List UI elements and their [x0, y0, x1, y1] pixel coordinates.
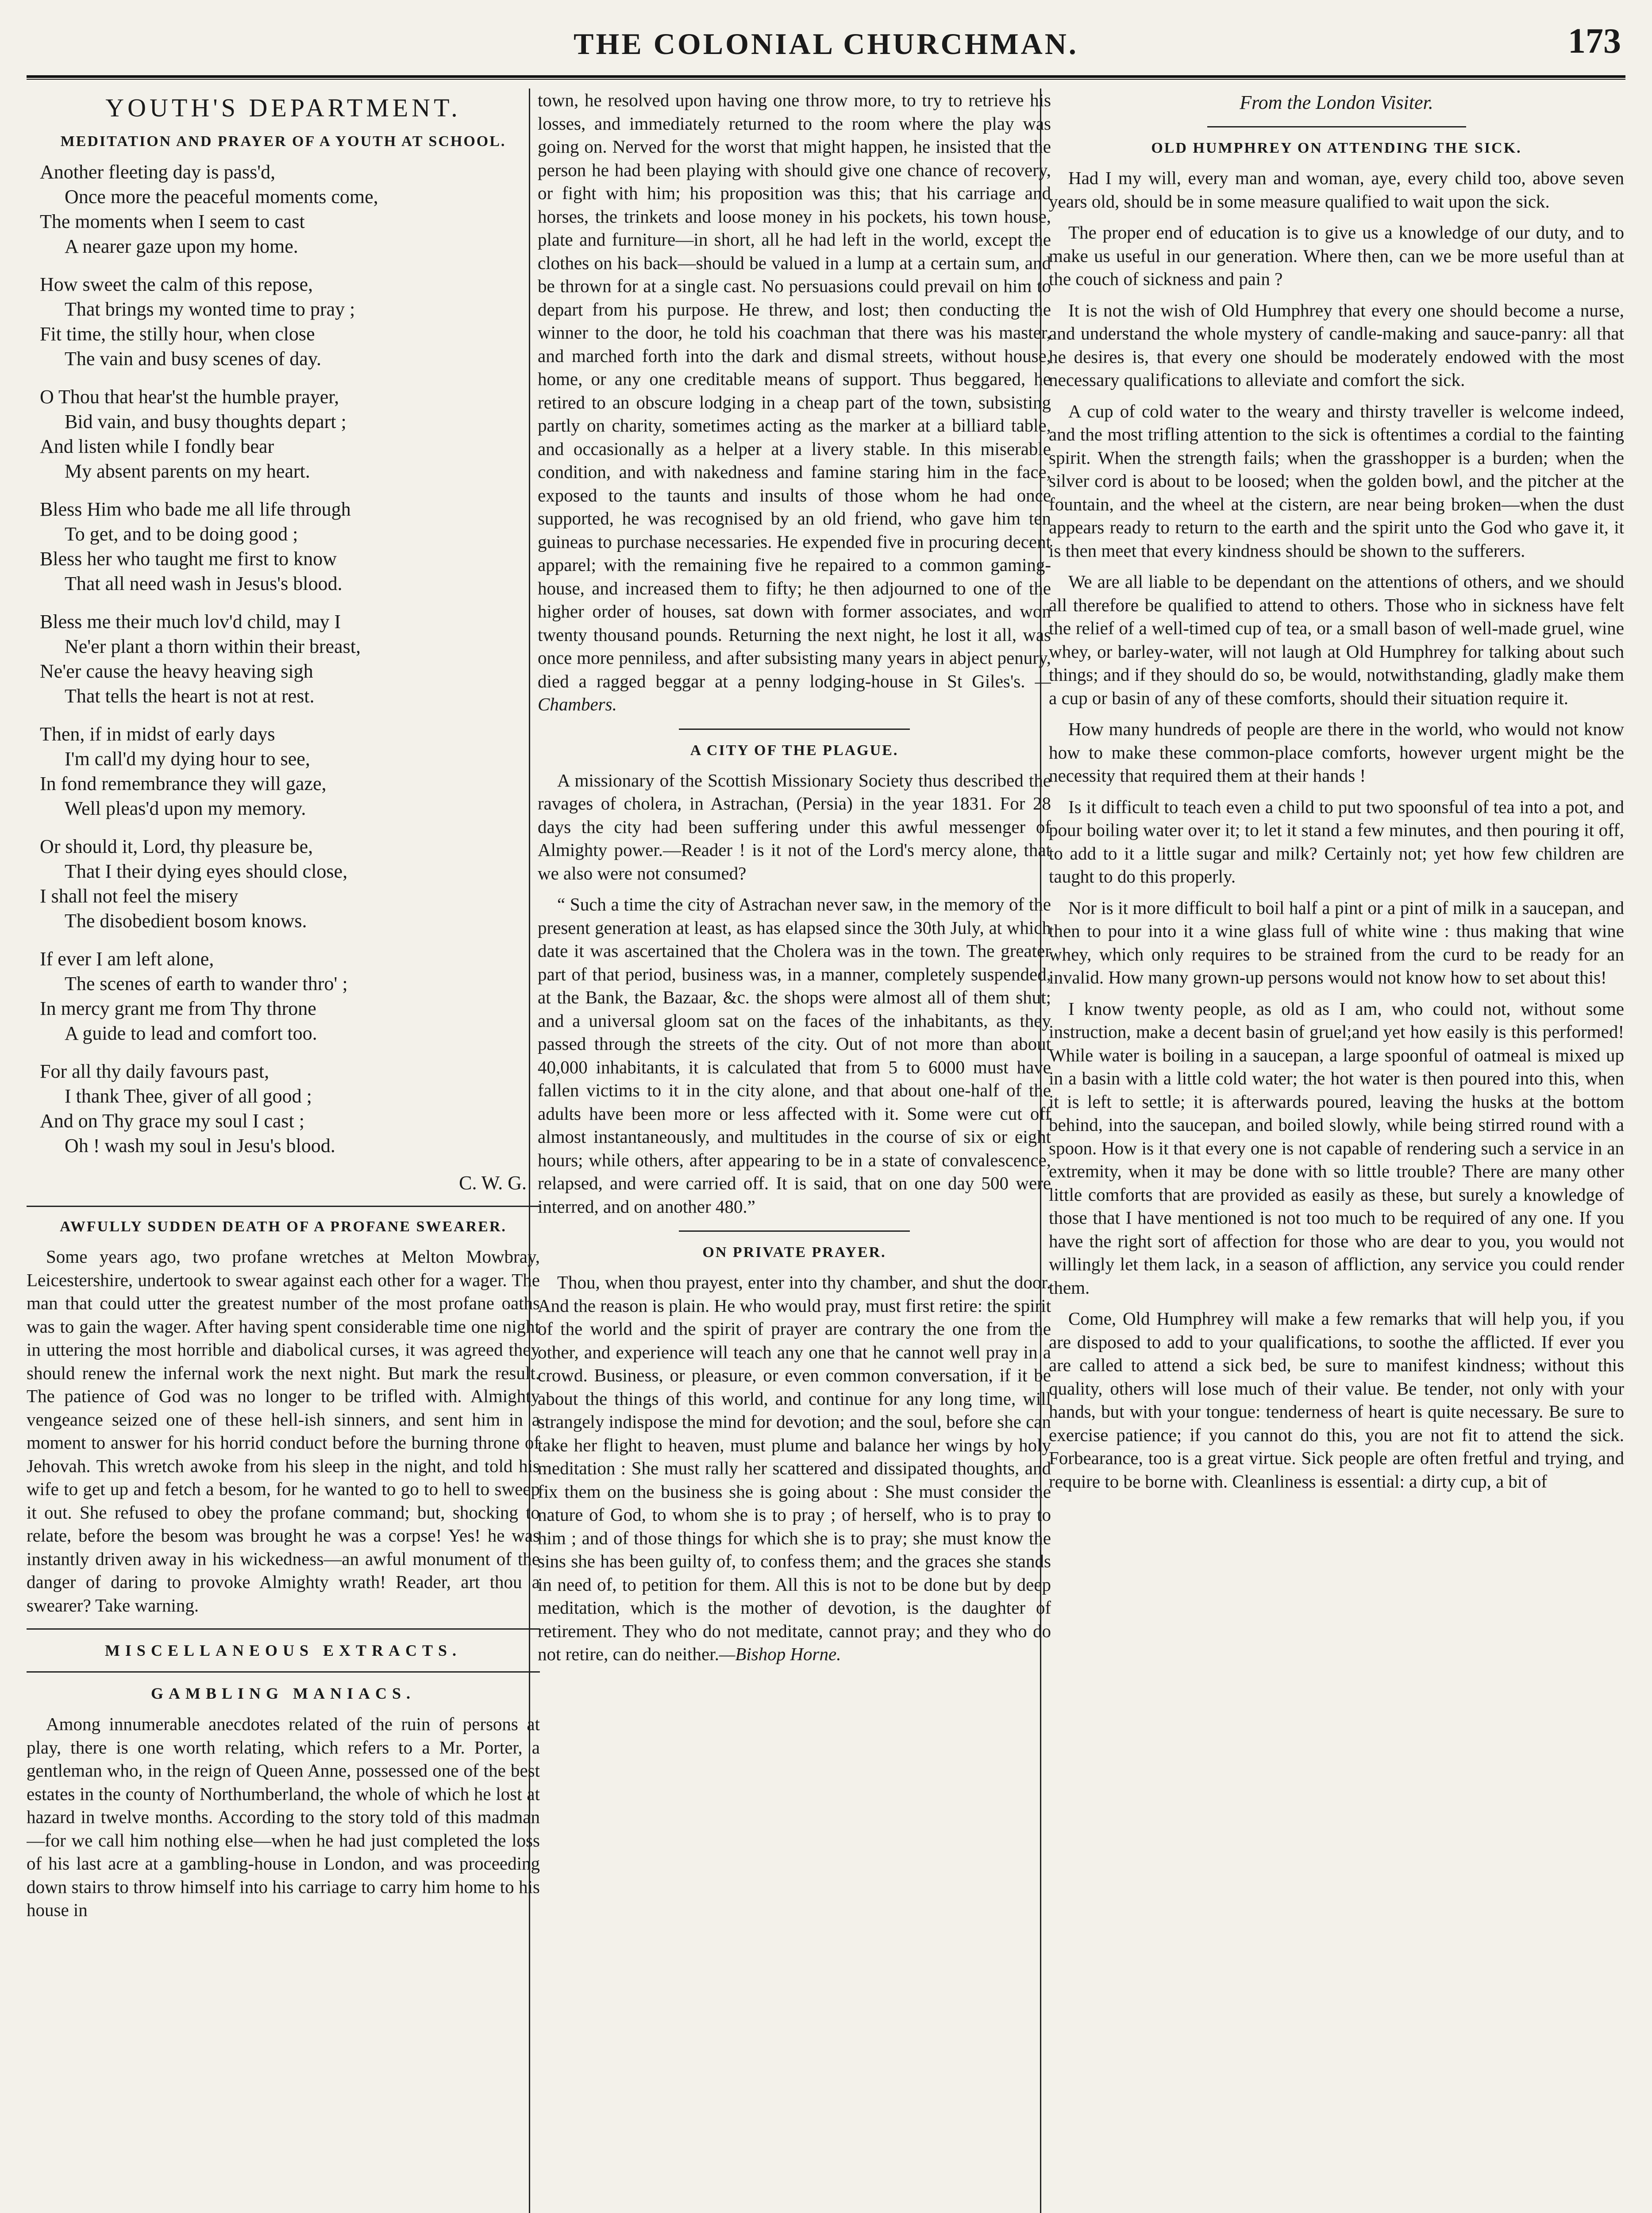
poem-line: Ne'er plant a thorn within their breast,	[65, 636, 361, 657]
poem-line: For all thy daily favours past,	[40, 1060, 270, 1082]
poem-signature: C. W. G.	[459, 1172, 527, 1194]
humphrey-paragraph: A cup of cold water to the weary and thirsty traveller is welcome indeed, and the most trifling attention to the sick is oftentimes a cordial to the fainting spirit. When the strength fails; when the grasshopper is a burden; when the silver cord is about to be loosed; when the golden bowl, and the pitcher at the fountain, and the wheel at the cistern, are near being broken—when the dust appears ready to return to the earth and the spirit unto the God who gave it, it is then meet that every kindness should be shown to the sufferers.	[1049, 401, 1624, 561]
poem-title: MEDITATION AND PRAYER OF A YOUTH AT SCHOOL.	[60, 133, 506, 150]
source-line: From the London Visiter.	[1240, 92, 1433, 113]
poem-line: Ne'er cause the heavy heaving sigh	[40, 660, 313, 682]
poem-line: I thank Thee, giver of all good ;	[65, 1085, 312, 1107]
poem-line: Or should it, Lord, thy pleasure be,	[40, 836, 313, 857]
poem-line: And on Thy grace my soul I cast ;	[40, 1110, 304, 1132]
humphrey-paragraph: The proper end of education is to give us a knowledge of our duty, and to make us useful in our generation. Where then, can we be more useful than at the couch of sickness and pain ?	[1049, 222, 1624, 289]
plague-title: A CITY OF THE PLAGUE.	[690, 742, 899, 759]
poem-line: Bless her who taught me first to know	[40, 548, 337, 570]
humphrey-paragraph: How many hundreds of people are there in the world, who would not know how to make these common-place comforts, however urgent might be the necessity that required them at their hands !	[1049, 719, 1624, 786]
humphrey-article	[1049, 166, 1624, 1493]
gambling-paragraph: Among innumerable anecdotes related of the ruin of persons at play, there is one worth relating, which refers to a Mr. Porter, a gentleman who, in the reign of Queen Anne, possessed one of the best estates in the county of Northumberland, the whole of which he lost at hazard in twelve months. According to the story told of this madman—for we call him nothing else—when he had just completed the loss of his last acre at a gambling-house in London, and was proceeding down stairs to throw himself into his carriage to carry him home to his house in	[27, 1714, 540, 1920]
humphrey-paragraph: Had I my will, every man and woman, aye, every child too, above seven years old, should be in some measure qualified to wait upon the sick.	[1049, 168, 1624, 212]
poem-line: The vain and busy scenes of day.	[65, 348, 321, 370]
poem	[27, 160, 540, 1158]
humphrey-paragraph: We are all liable to be dependant on the attentions of others, and we should all therefore be qualified to attend to others. Those who in sickness have felt the relief of a well-timed cup of tea, or a small bason of well-made gruel, wine whey, or barley-water, will not laugh at Old Humphrey for talking about such things; and if they should do so, be would, notwithstanding, gladly make them a cup or basin of any of these comforts, should their situation require it.	[1049, 571, 1624, 708]
section-rule	[27, 1206, 540, 1207]
gambling-title: GAMBLING MANIACS.	[150, 1685, 416, 1702]
poem-line: The scenes of earth to wander thro' ;	[65, 973, 348, 995]
poem-line: I'm call'd my dying hour to see,	[65, 748, 310, 770]
humphrey-title: OLD HUMPHREY ON ATTENDING THE SICK.	[1151, 140, 1522, 156]
poem-line: I shall not feel the misery	[40, 885, 239, 907]
poem-stanza	[40, 1059, 540, 1158]
poem-line: My absent parents on my heart.	[65, 460, 310, 482]
column-middle	[538, 89, 1051, 2213]
poem-line: A guide to lead and comfort too.	[65, 1022, 317, 1044]
prayer-attribution: —Bishop Horne.	[719, 1644, 841, 1664]
poem-stanza	[40, 385, 540, 484]
humphrey-paragraph: It is not the wish of Old Humphrey that every one should become a nurse, and understand the whole mystery of candle-making and sauce-panry: all that he desires is, that every one should be moderately endowed with the most necessary qualifications to alleviate and comfort the sick.	[1049, 300, 1624, 390]
poem-stanza	[40, 722, 540, 821]
column-left	[27, 89, 540, 2213]
section-rule	[27, 1671, 540, 1673]
header-rule	[27, 75, 1625, 80]
poem-line: O Thou that hear'st the humble prayer,	[40, 386, 339, 408]
gambling-continued	[538, 89, 1051, 716]
section-rule	[27, 1628, 540, 1630]
plague-paragraph: A missionary of the Scottish Missionary Society thus described the ravages of cholera, in Astrachan, (Persia) in the year 1831. For 28 days the city had been suffering under this awful messenger of Almighty power.—Reader ! is it not of the Lord's mercy alone, that we also were not consumed?	[538, 770, 1051, 883]
poem-stanza	[40, 272, 540, 371]
section-rule	[679, 1230, 910, 1232]
humphrey-paragraph: I know twenty people, as old as I am, who could not, without some instruction, make a decent basin of gruel;and yet how easily is this performed! While water is boiling in a saucepan, a large spoonful of oatmeal is mixed up in a basin with a little cold water; the hot water is then poured into this, when it is left to settle; it is afterwards poured, leaving the husks at the bottom behind, into the saucepan, and boiled slowly, while being stirred round with a spoon. How is it that every one is not capable of rendering such a service in an extremity, when it may be done with so little trouble? There are many other little comforts that are provided as easily as these, but surely a knowledge of those that I have mentioned is not too much to be required of any one. If you have the right sort of affection for those who are dear to you, you would not willingly let them lack, in a season of affliction, any service you could render them.	[1049, 998, 1624, 1298]
poem-line: How sweet the calm of this repose,	[40, 274, 313, 295]
poem-line: To get, and to be doing good ;	[65, 523, 298, 545]
poem-stanza	[40, 834, 540, 933]
poem-line: Another fleeting day is pass'd,	[40, 161, 276, 183]
gambling-continued-text: town, he resolved upon having one throw more, to try to retrieve his losses, and immediately returned to the room where the play was going on. Nerved for the worst that might happen, he insisted that the person he had been playing with should give one chance of recovery, or fight with him; his proposition was this; that his carriage and horses, the trinkets and loose money in his pockets, his town house, plate and furniture—in short, all he had left in the world, except the clothes on his back—should be valued in a lump at a certain sum, and be thrown for at a single cast. No persuasions could prevail on him to depart from his purpose. He threw, and lost; then conducting the winner to the door, he told his coachman that there was his master, and marched forth into the dark and dismal streets, without house, home, or any one creditable means of support. Thus beggared, he retired to an obscure lodging in a cheap part of the town, subsisting partly on charity, sometimes acting as the marker at a billiard table, and occasionally as a helper at a livery stable. In this miserable condition, and with nakedness and famine staring him in the face, exposed to the taunts and insults of those whom he had once supported, he was recognised by an old friend, who gave him ten guineas to purchase necessaries. He expended five in procuring decent apparel; with the remaining five he repaired to a common gaming-house, and increased them to fifty; he then adjourned to one of the higher order of houses, sat down with former associates, and won twenty thousand pounds. Returning the next night, he lost it all, was once more penniless, and after subsisting many years in abject penury, died a ragged beggar at a penny lodging-house in St Giles's.	[538, 90, 1051, 691]
miscellaneous-heading: MISCELLANEOUS EXTRACTS.	[104, 1642, 462, 1659]
plague-paragraph: “ Such a time the city of Astrachan never saw, in the memory of the present generation at least, as has elapsed since the 30th July, at which date it was ascertained that the Cholera was in the town. The greater part of that period, business was, in a manner, completely suspended, at the Bank, the Bazaar, &c. the shops were almost all of them shut; and a universal gloom sat on the faces of the inhabitants, as they passed through the streets of the city. Out of not more than about 40,000 inhabitants, it is calculated that from 5 to 6000 must have fallen victims to it in the city alone, and that about one-half of the adults have been more or less affected with it. Some were cut off almost instantaneously, and multitudes in the course of six or eight hours; while others, after appearing to be in a state of convalescence, relapsed, and were carried off. It is said, that on one day 500 were interred, and on another 480.”	[538, 894, 1051, 1217]
poem-line: That tells the heart is not at rest.	[65, 685, 315, 707]
gambling-attribution: —Chambers.	[538, 671, 1051, 714]
poem-line: That brings my wonted time to pray ;	[65, 298, 355, 320]
poem-line: In mercy grant me from Thy throne	[40, 998, 316, 1019]
poem-line: Once more the peaceful moments come,	[65, 186, 378, 208]
section-rule	[1207, 126, 1466, 127]
department-heading: YOUTH'S DEPARTMENT.	[105, 93, 461, 122]
prayer-paragraph	[538, 1271, 1051, 1666]
poem-line: A nearer gaze upon my home.	[65, 235, 298, 257]
poem-line: Bid vain, and busy thoughts depart ;	[65, 411, 347, 432]
poem-stanza	[40, 160, 540, 259]
humphrey-paragraph: Come, Old Humphrey will make a few remarks that will help you, if you are disposed to add to your qualifications, to soothe the afflicted. If ever you are called to attend a sick bed, be sure to manifest kindness; without this quality, others will lose much of their value. Be tender, not only with your hands, but with your tongue: tenderness of heart is quite necessary. Be sure to exercise patience; if you cannot do this, you are not fit to attend the sick. Forbearance, too is a great virtue. Sick people are often fretful and trying, and require to be borne with. Cleanliness is essential: a dirty cup, a bit of	[1049, 1308, 1624, 1492]
poem-stanza	[40, 497, 540, 596]
poem-line: That I their dying eyes should close,	[65, 860, 348, 882]
humphrey-paragraph: Nor is it more difficult to boil half a pint or a pint of milk in a saucepan, and then to pour into it a wine glass full of white wine : thus making that wine whey, which only requires to be strained from the curd to be ready for an invalid. How many grown-up persons would not know how to set about this!	[1049, 897, 1624, 987]
humphrey-paragraph: Is it difficult to teach even a child to put two spoonsful of tea into a pot, and pour boiling water over it; to let it stand a few minutes, and then pouring it off, to add to it a little sugar and milk? Certainly not; yet how few children are taught to do this properly.	[1049, 796, 1624, 887]
column-right	[1049, 89, 1624, 2213]
poem-line: The disobedient bosom knows.	[65, 910, 307, 932]
poem-line: That all need wash in Jesus's blood.	[65, 573, 343, 594]
page-number: 173	[1568, 22, 1621, 61]
poem-line: The moments when I seem to cast	[40, 211, 305, 232]
poem-stanza	[40, 609, 540, 709]
swearer-title: AWFULLY SUDDEN DEATH OF A PROFANE SWEARER.	[60, 1218, 507, 1235]
poem-stanza	[40, 947, 540, 1046]
section-rule	[679, 729, 910, 730]
poem-line: Bless Him who bade me all life through	[40, 498, 351, 520]
swearer-paragraph: Some years ago, two profane wretches at Melton Mowbray, Leicestershire, undertook to swear against each other for a wager. The man that could utter the greatest number of the most profane oaths was to gain the wager. After having spent considerable time one night in uttering the most horrible and diabolical curses, it was agreed they should renew the infernal work the next night. But mark the result. The patience of God was no longer to be trifled with. Almighty vengeance seized one of these hell-ish sinners, and sent him in a moment to answer for his horrid conduct before the burning throne of Jehovah. This wretch awoke from his sleep in the night, and told his wife to get up and fetch a besom, for he wanted to go to hell to sweep it out. She refused to obey the profane command; but, shocking to relate, before the besom was brought he was a corpse! Yes! he was instantly driven away in his wickedness—an awful monument of the danger of daring to provoke Almighty wrath! Reader, art thou a swearer? Take warning.	[27, 1246, 540, 1615]
poem-line: Well pleas'd upon my memory.	[65, 798, 306, 819]
prayer-text: Thou, when thou prayest, enter into thy chamber, and shut the door. And the reason is plain. He who would pray, must first retire: the spirit of the world and the spirit of prayer are contrary the one from the other, and experience will teach any one that he cannot well pray in a crowd. Business, or pleasure, or even common conversation, if it be about the things of this world, and continue for any long time, will strangely indispose the mind for devotion; and the soul, before she can take her flight to heaven, must plume and balance her wings by holy meditation : She must rally her scattered and dissipated thoughts, and fix them on the business she is going about : She must consider the nature of God, to whom she is to pray ; of herself, who is to pray to him ; and of those things for which she is to pray; she must know the sins she has been guilty of, to confess them; and the graces she stands in need of, to petition for them. All this is not to be done but by deep meditation, which is the mother of devotion, is the daughter of retirement. They who do not meditate, cannot pray; and they who do not retire, can do neither.	[538, 1272, 1051, 1664]
prayer-title: ON PRIVATE PRAYER.	[702, 1244, 886, 1261]
masthead-title: THE COLONIAL CHURCHMAN.	[574, 27, 1078, 61]
page-header	[0, 0, 1652, 84]
poem-line: In fond remembrance they will gaze,	[40, 773, 327, 794]
poem-line: If ever I am left alone,	[40, 948, 214, 970]
poem-line: Oh ! wash my soul in Jesu's blood.	[65, 1135, 335, 1157]
poem-line: Fit time, the stilly hour, when close	[40, 323, 315, 345]
poem-line: And listen while I fondly bear	[40, 436, 274, 457]
poem-line: Bless me their much lov'd child, may I	[40, 611, 341, 632]
poem-line: Then, if in midst of early days	[40, 723, 275, 745]
